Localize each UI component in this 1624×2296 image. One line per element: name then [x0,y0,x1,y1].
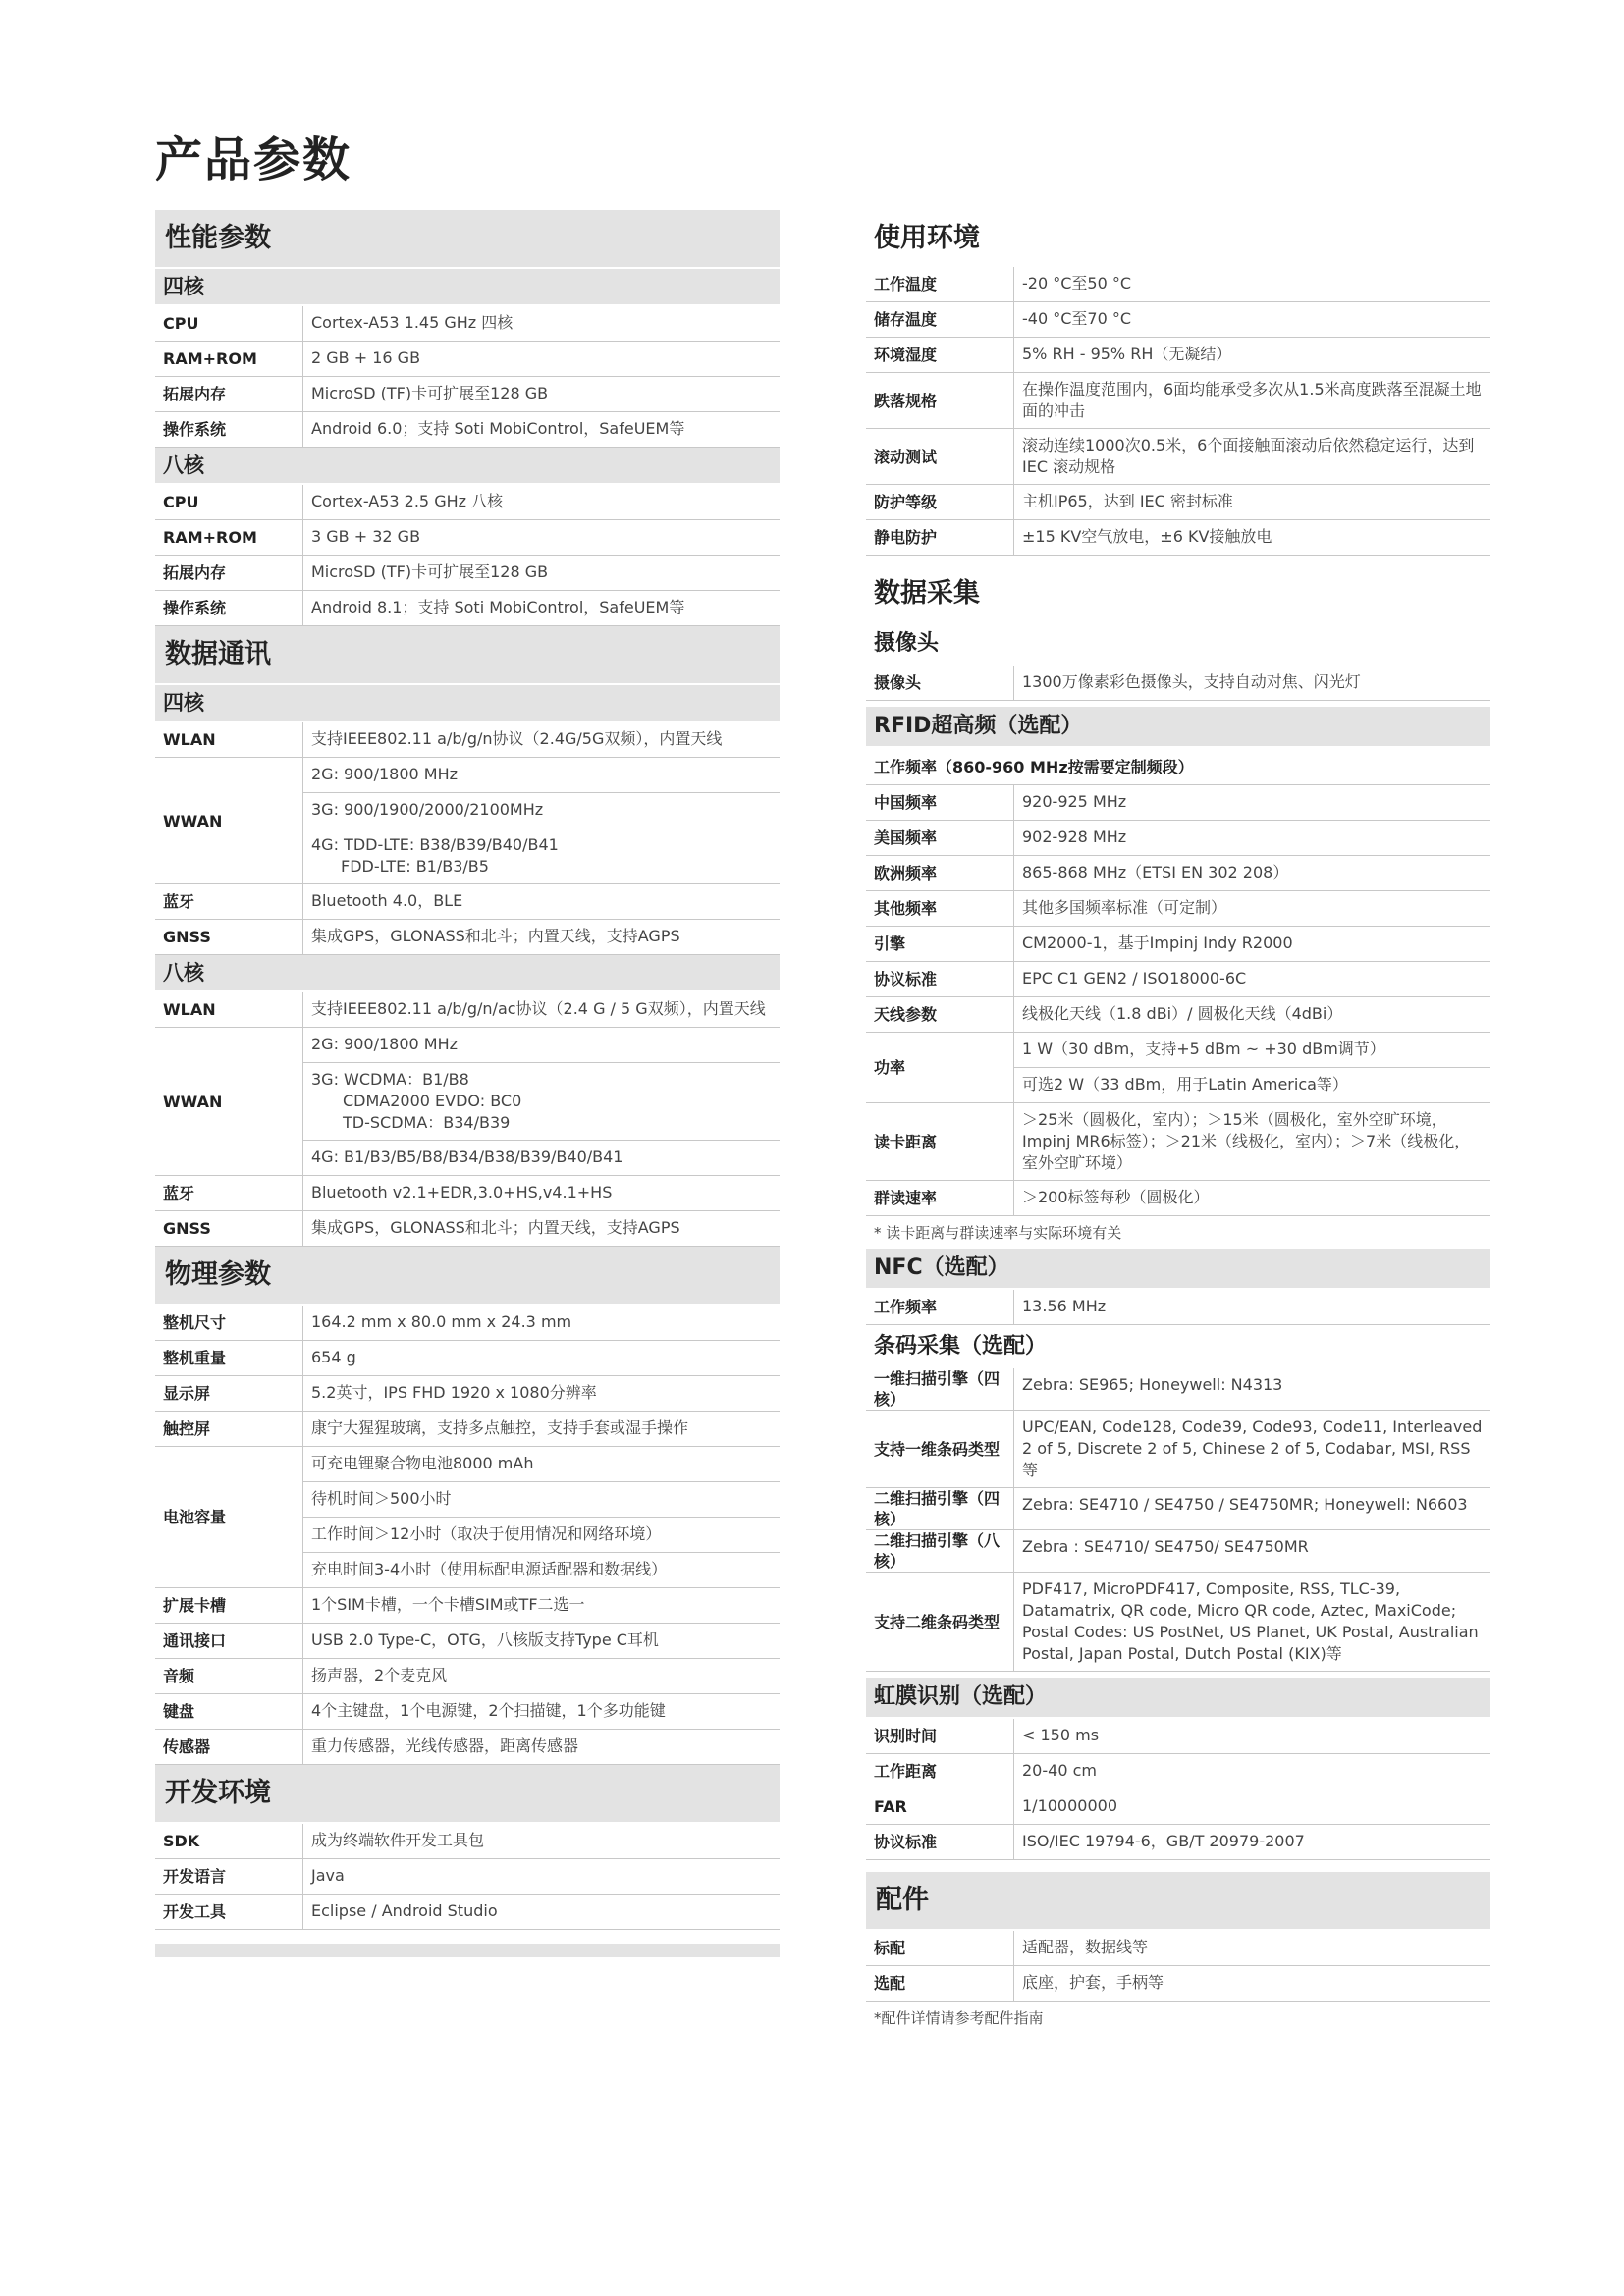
spec-row [866,1033,1490,1103]
spec-value: 20-40 cm [1022,1761,1097,1780]
spec-row [155,992,780,1028]
spec-label: 蓝牙 [155,884,303,919]
spec-value: 在操作温度范围内，6面均能承受多次从1.5米高度跌落至混凝土地面的冲击 [1022,380,1482,420]
spec-label: RAM+ROM [155,520,303,555]
spec-value-line: CDMA2000 EVDO: BC0 [343,1092,522,1110]
spec-value: Bluetooth v2.1+EDR,3.0+HS,v4.1+HS [311,1183,613,1201]
spec-value: 2G: 900/1800 MHz [311,765,459,783]
spec-label: 操作系统 [155,591,303,625]
spec-value: Bluetooth 4.0，BLE [311,891,463,910]
spec-row [155,1588,780,1624]
column-end-bar [155,1944,780,1957]
spec-row [866,1789,1490,1825]
section-title-communication: 数据通讯 [155,626,780,683]
spec-label: 通讯接口 [155,1624,303,1658]
spec-row [866,666,1490,701]
spec-label: 键盘 [155,1694,303,1729]
spec-row [866,856,1490,891]
spec-value: 成为终端软件开发工具包 [311,1831,485,1849]
spec-row [866,1931,1490,1966]
spec-label: WWAN [155,758,303,883]
spec-value-line: TD-SCDMA：B34/B39 [343,1113,511,1132]
spec-value: 1 W（30 dBm，支持+5 dBm ~ +30 dBm调节） [1022,1040,1385,1058]
spec-row [866,1181,1490,1216]
spec-label: 环境湿度 [866,338,1014,372]
section-title-performance: 性能参数 [155,210,780,267]
spec-value: 重力传感器，光线传感器，距离传感器 [311,1736,579,1755]
spec-label: 欧洲频率 [866,856,1014,890]
spec-label: 标配 [866,1931,1014,1965]
subsection-quad-core: 四核 [155,269,780,304]
spec-label: CPU [155,306,303,341]
spec-label: 天线参数 [866,997,1014,1032]
spec-value: ISO/IEC 19794-6，GB/T 20979-2007 [1022,1832,1305,1850]
subsection-octa-core: 八核 [155,955,780,990]
spec-value: 3G: 900/1900/2000/2100MHz [303,792,780,828]
spec-label: SDK [155,1824,303,1858]
spec-row [155,1624,780,1659]
spec-value: ＞200标签每秒（圆极化） [1022,1188,1210,1206]
subsection-iris: 虹膜识别（选配） [866,1678,1490,1717]
spec-row [155,1447,780,1588]
spec-label: 传感器 [155,1730,303,1764]
spec-row [155,1028,780,1176]
spec-value-line: FDD-LTE: B1/B3/B5 [341,857,489,876]
subsection-quad-core: 四核 [155,685,780,721]
spec-label: 其他频率 [866,891,1014,926]
spec-row [155,556,780,591]
spec-value: 线极化天线（1.8 dBi）/ 圆极化天线（4dBi） [1022,1004,1343,1023]
spec-value: 滚动连续1000次0.5米，6个面接触面滚动后依然稳定运行，达到 IEC 滚动规格 [1022,436,1475,476]
subsection-octa-core: 八核 [155,448,780,483]
spec-value: 1/10000000 [1022,1796,1118,1815]
spec-table [866,1931,1490,2002]
spec-row [155,306,780,342]
section-title-environment: 使用环境 [874,223,980,253]
spec-value: 654 g [311,1348,356,1366]
spec-row [866,1530,1490,1573]
spec-value: 5.2英寸，IPS FHD 1920 x 1080分辨率 [311,1383,597,1402]
spec-row [155,591,780,626]
spec-value: Zebra: SE4710 / SE4750 / SE4750MR; Honeywell: N6603 [1022,1495,1468,1514]
spec-row [866,785,1490,821]
spec-value: 4个主键盘，1个电源键，2个扫描键，1个多功能键 [311,1701,666,1720]
spec-label: 支持二维条码类型 [866,1573,1014,1671]
spec-label: 选配 [866,1966,1014,2001]
spec-label: 工作温度 [866,267,1014,301]
spec-row [866,821,1490,856]
spec-row [866,429,1490,485]
spec-row [155,1306,780,1341]
spec-row [155,920,780,955]
spec-value: 13.56 MHz [1022,1297,1107,1315]
spec-row [866,1825,1490,1860]
spec-row [155,1376,780,1412]
spec-row [155,377,780,412]
spec-row [866,1290,1490,1325]
spec-value: 4G: B1/B3/B5/B8/B34/B38/B39/B40/B41 [303,1140,780,1175]
spec-row [866,1368,1490,1411]
spec-row [866,1103,1490,1181]
spec-label: 一维扫描引擎（四核） [866,1368,1014,1410]
spec-value: 主机IP65，达到 IEC 密封标准 [1022,492,1233,510]
spec-table [155,1824,780,1930]
spec-value: 5% RH - 95% RH（无凝结） [1022,345,1232,363]
spec-value: 2 GB + 16 GB [311,348,421,367]
spec-value: ±15 KV空气放电，±6 KV接触放电 [1022,527,1272,546]
spec-label: 支持一维条码类型 [866,1411,1014,1487]
spec-value: 3 GB + 32 GB [311,527,421,546]
spec-row [155,884,780,920]
spec-value: CM2000-1，基于Impinj Indy R2000 [1022,934,1293,952]
spec-row [155,1730,780,1765]
spec-value: EPC C1 GEN2 / ISO18000-6C [1022,969,1247,988]
spec-label: 协议标准 [866,1825,1014,1859]
spec-row [866,302,1490,338]
section-title-physical: 物理参数 [155,1247,780,1304]
spec-label: 拓展内存 [155,377,303,411]
spec-value: 可选2 W（33 dBm，用于Latin America等） [1014,1067,1490,1102]
spec-label: WWAN [155,1028,303,1175]
spec-value: 920-925 MHz [1022,792,1127,811]
spec-label: 蓝牙 [155,1176,303,1210]
spec-label: 整机重量 [155,1341,303,1375]
spec-value: MicroSD (TF)卡可扩展至128 GB [311,562,549,581]
spec-row [155,1176,780,1211]
spec-value [303,828,780,883]
spec-row [155,1895,780,1930]
spec-table [866,785,1490,1216]
spec-row [155,1659,780,1694]
spec-row [155,1412,780,1447]
spec-label: 滚动测试 [866,429,1014,484]
spec-value [303,1062,780,1140]
spec-row [866,962,1490,997]
spec-label: WLAN [155,722,303,757]
spec-value: Cortex-A53 2.5 GHz 八核 [311,492,504,510]
spec-row [155,1341,780,1376]
spec-row [155,485,780,520]
spec-label: 整机尺寸 [155,1306,303,1340]
spec-label: 防护等级 [866,485,1014,519]
spec-row [155,758,780,884]
spec-row [866,520,1490,556]
spec-label: 功率 [866,1033,1014,1102]
spec-row [866,927,1490,962]
spec-table [866,1290,1490,1325]
spec-label: FAR [866,1789,1014,1824]
spec-value: Eclipse / Android Studio [311,1901,498,1920]
spec-label: 操作系统 [155,412,303,447]
spec-value: -20 °C至50 °C [1022,274,1132,293]
spec-value: Zebra : SE4710/ SE4750/ SE4750MR [1022,1537,1309,1556]
spec-label: RAM+ROM [155,342,303,376]
spec-row [866,485,1490,520]
section-title-data-capture: 数据采集 [874,578,980,609]
spec-value: 工作时间＞12小时（取决于使用情况和网络环境） [303,1517,780,1552]
spec-table [866,1368,1490,1672]
spec-table [155,485,780,626]
spec-label: WLAN [155,992,303,1027]
spec-value: 支持IEEE802.11 a/b/g/n协议（2.4G/5G双频），内置天线 [311,729,723,748]
spec-value: Cortex-A53 1.45 GHz 四核 [311,313,514,332]
spec-label: 显示屏 [155,1376,303,1411]
spec-value: UPC/EAN, Code128, Code39, Code93, Code11, Interleaved 2 of 5, Discrete 2 of 5, Chinese 2 of 5, Codabar, MSI, RSS等 [1022,1417,1483,1479]
spec-label: 识别时间 [866,1719,1014,1753]
spec-label: 工作距离 [866,1754,1014,1789]
spec-label: 电池容量 [155,1447,303,1587]
spec-row [866,1754,1490,1789]
spec-row [155,520,780,556]
spec-value: 集成GPS，GLONASS和北斗；内置天线，支持AGPS [311,1218,680,1237]
spec-label: 读卡距离 [866,1103,1014,1180]
spec-value: 康宁大猩猩玻璃，支持多点触控，支持手套或湿手操作 [311,1418,689,1437]
spec-row [866,338,1490,373]
spec-table [866,267,1490,556]
section-title-development: 开发环境 [155,1765,780,1822]
page-title: 产品参数 [155,133,352,187]
spec-value: PDF417, MicroPDF417, Composite, RSS, TLC-39, Datamatrix, QR code, Micro QR code, Aztec, MaxiCode; Postal Codes: US PostNet, US Planet, UK Postal, Australian Postal, Japan Postal, Dutch Postal (KIX)等 [1022,1579,1479,1663]
spec-label: 扩展卡槽 [155,1588,303,1623]
spec-label: 开发语言 [155,1859,303,1894]
subsection-rfid: RFID超高频（选配） [866,707,1490,746]
spec-value: 865-868 MHz（ETSI EN 302 208） [1022,863,1289,881]
spec-label: 中国频率 [866,785,1014,820]
subsection-nfc: NFC（选配） [866,1249,1490,1288]
spec-label: 音频 [155,1659,303,1693]
spec-value: 适配器，数据线等 [1022,1938,1149,1956]
spec-label: 协议标准 [866,962,1014,996]
spec-table [866,1719,1490,1860]
spec-row [155,1211,780,1247]
spec-label: 拓展内存 [155,556,303,590]
spec-value: 支持IEEE802.11 a/b/g/n/ac协议（2.4 G / 5 G双频），内置天线 [311,999,766,1018]
spec-row [155,1859,780,1895]
spec-value: ＞25米（圆极化，室内）；＞15米（圆极化，室外空旷环境，Impinj MR6标签）；＞21米（线极化，室内）；＞7米（线极化，室外空旷环境） [1022,1110,1471,1172]
spec-row [866,891,1490,927]
subsection-camera: 摄像头 [874,631,940,656]
spec-value-line: 3G: WCDMA：B1/B8 [311,1070,469,1089]
spec-row [155,342,780,377]
spec-table [155,1588,780,1765]
spec-value-line: 4G: TDD-LTE: B38/B39/B40/B41 [311,835,559,854]
spec-label: GNSS [155,920,303,954]
spec-value: 集成GPS，GLONASS和北斗；内置天线，支持AGPS [311,927,680,945]
spec-value: 1300万像素彩色摄像头，支持自动对焦、闪光灯 [1022,672,1361,691]
spec-value: 充电时间3-4小时（使用标配电源适配器和数据线） [303,1552,780,1587]
spec-value: USB 2.0 Type-C，OTG，八核版支持Type C耳机 [311,1630,659,1649]
spec-table [155,1306,780,1588]
spec-label: GNSS [155,1211,303,1246]
spec-label: 跌落规格 [866,373,1014,428]
spec-label: CPU [155,485,303,519]
spec-row [866,1573,1490,1672]
spec-row [866,1411,1490,1488]
spec-label: 二维扫描引擎（四核） [866,1488,1014,1529]
spec-label: 引擎 [866,927,1014,961]
spec-value: -40 °C至70 °C [1022,309,1132,328]
spec-row [155,1824,780,1859]
spec-value: Java [311,1866,345,1885]
spec-row [866,1488,1490,1530]
spec-value: < 150 ms [1022,1726,1100,1744]
spec-label: 开发工具 [155,1895,303,1929]
spec-value: 164.2 mm x 80.0 mm x 24.3 mm [311,1312,572,1331]
spec-value: 2G: 900/1800 MHz [311,1035,459,1053]
spec-row [155,1694,780,1730]
spec-label: 储存温度 [866,302,1014,337]
spec-row [866,373,1490,429]
section-title-accessories: 配件 [866,1872,1490,1929]
spec-row [155,412,780,448]
spec-label: 美国频率 [866,821,1014,855]
spec-label: 静电防护 [866,520,1014,555]
spec-label: 工作频率 [866,1290,1014,1324]
spec-value: 待机时间＞500小时 [303,1481,780,1517]
spec-value: 可充电锂聚合物电池8000 mAh [311,1454,534,1472]
spec-label: 群读速率 [866,1181,1014,1215]
spec-value: Android 8.1；支持 Soti MobiControl，SafeUEM等 [311,598,685,616]
spec-value: MicroSD (TF)卡可扩展至128 GB [311,384,549,402]
spec-row [866,997,1490,1033]
accessories-note: *配件详情请参考配件指南 [874,2009,1044,2027]
spec-value: 其他多国频率标准（可定制） [1022,898,1227,917]
spec-label: 触控屏 [155,1412,303,1446]
left-column [155,210,780,1957]
right-column [866,210,1490,2034]
spec-row [866,267,1490,302]
spec-value: 1个SIM卡槽，一个卡槽SIM或TF二选一 [311,1595,585,1614]
spec-row [866,1719,1490,1754]
spec-value: 902-928 MHz [1022,828,1127,846]
spec-table [155,306,780,448]
spec-value: 扬声器，2个麦克风 [311,1666,448,1684]
rfid-frequency-header: 工作频率（860-960 MHz按需要定制频段） [866,748,1490,785]
spec-label: 二维扫描引擎（八核） [866,1530,1014,1572]
spec-value: Zebra: SE965; Honeywell: N4313 [1022,1375,1283,1394]
subsection-barcode: 条码采集（选配） [874,1334,1048,1359]
spec-value: 底座，护套，手柄等 [1022,1973,1164,1992]
spec-row [866,1966,1490,2002]
spec-label: 摄像头 [866,666,1014,700]
spec-row [155,722,780,758]
spec-value: Android 6.0；支持 Soti MobiControl，SafeUEM等 [311,419,685,438]
rfid-note: * 读卡距离与群读速率与实际环境有关 [874,1224,1122,1242]
